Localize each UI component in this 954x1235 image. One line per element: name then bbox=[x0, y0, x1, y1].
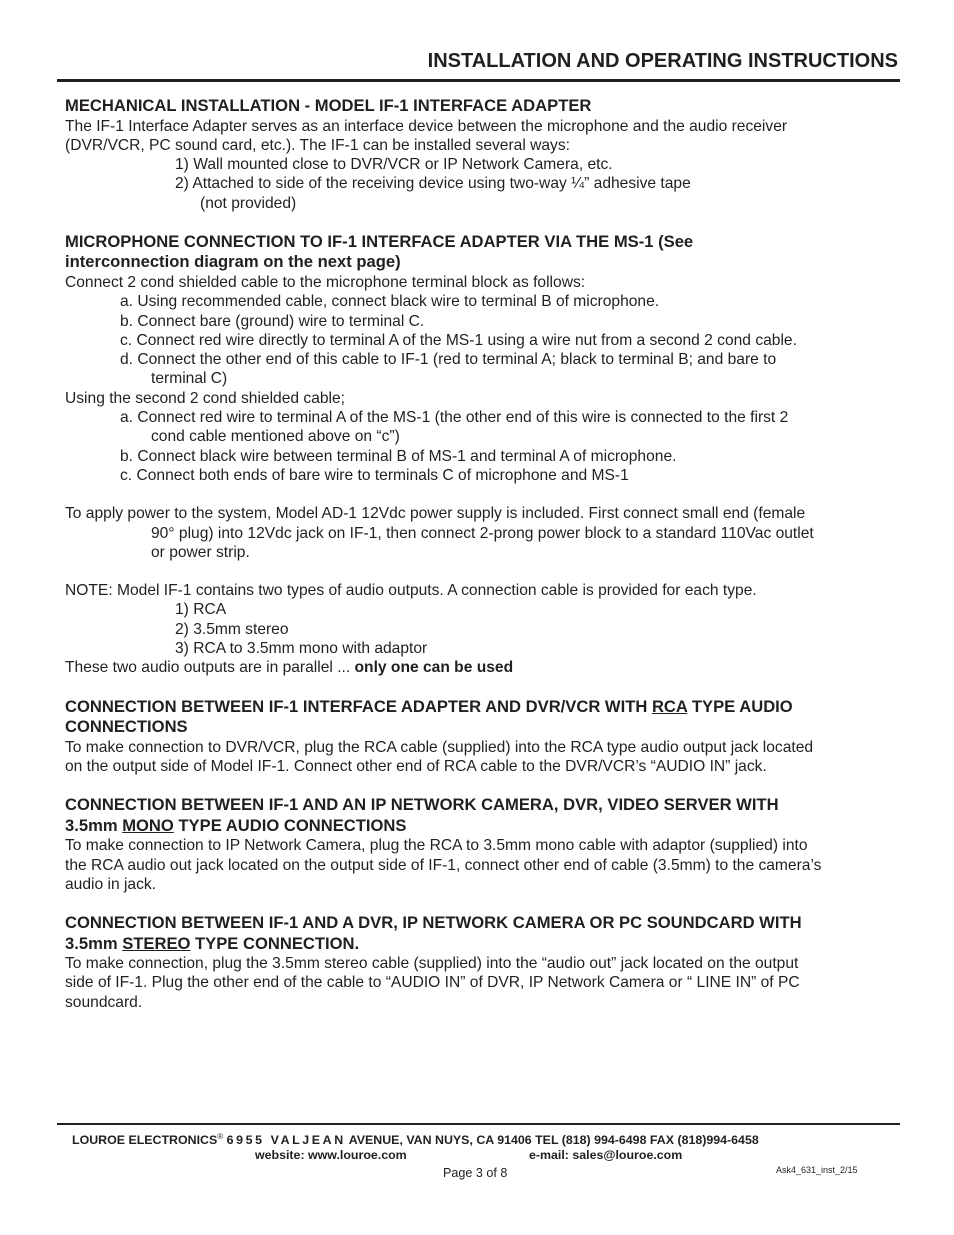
list-item-continuation: cond cable mentioned above on “c”) bbox=[151, 428, 400, 446]
section-heading-mono: CONNECTION BETWEEN IF-1 AND AN IP NETWORK CAMERA, DVR, VIDEO SERVER WITH bbox=[65, 795, 779, 815]
document-id: Ask4_631_inst_2/15 bbox=[776, 1165, 858, 1175]
document-body bbox=[65, 96, 905, 1012]
heading-text: TYPE CONNECTION. bbox=[190, 933, 360, 953]
paragraph-line: The IF-1 Interface Adapter serves as an interface device between the microphone and the audio receiver bbox=[65, 117, 788, 135]
heading-text: CONNECTION BETWEEN IF-1 INTERFACE ADAPTER AND DVR/VCR WITH bbox=[65, 696, 652, 716]
list-item: a. Connect red wire to terminal A of the MS-1 (the other end of this wire is connected to the first 2 bbox=[120, 409, 789, 427]
registered-mark: ® bbox=[217, 1132, 224, 1141]
section-heading-microphone: MICROPHONE CONNECTION TO IF-1 INTERFACE ADAPTER VIA THE MS-1 (See bbox=[65, 231, 694, 251]
heading-text: 3.5mm bbox=[65, 815, 123, 835]
note-list-item: 3) RCA to 3.5mm mono with adaptor bbox=[175, 640, 428, 658]
section-heading-stereo: CONNECTION BETWEEN IF-1 AND A DVR, IP NETWORK CAMERA OR PC SOUNDCARD WITH bbox=[65, 913, 802, 933]
list-item: c. Connect red wire directly to terminal A of the MS-1 using a wire nut from a second 2 cond cable. bbox=[120, 331, 797, 349]
list-item: c. Connect both ends of bare wire to terminals C of microphone and MS-1 bbox=[120, 466, 629, 484]
section-heading-stereo-cont bbox=[65, 934, 905, 955]
paragraph-line: To make connection to IP Network Camera, plug the RCA to 3.5mm mono cable with adaptor (supplied) into bbox=[65, 837, 808, 855]
section-heading-mono-cont bbox=[65, 816, 905, 837]
paragraph-line: on the output side of Model IF-1. Connect other end of RCA cable to the DVR/VCR’s “AUDIO IN” jack. bbox=[65, 757, 767, 775]
heading-text: TYPE AUDIO bbox=[687, 696, 793, 716]
footer-address bbox=[72, 1132, 759, 1147]
list-item: d. Connect the other end of this cable to IF-1 (red to terminal A; black to terminal B; and bare to bbox=[120, 351, 777, 369]
paragraph-line: audio in jack. bbox=[65, 875, 157, 893]
note-paragraph: NOTE: Model IF-1 contains two types of audio outputs. A connection cable is provided for each type. bbox=[65, 582, 757, 600]
section-heading-mechanical: MECHANICAL INSTALLATION - MODEL IF-1 INTERFACE ADAPTER bbox=[65, 96, 592, 115]
paragraph-line: To make connection, plug the 3.5mm stereo cable (supplied) into the “audio out” jack located on the output bbox=[65, 955, 799, 973]
heading-underlined: MONO bbox=[122, 815, 174, 835]
note-list-item: 1) RCA bbox=[175, 601, 227, 619]
header-rule bbox=[57, 79, 900, 82]
power-paragraph-cont: 90° plug) into 12Vdc jack on IF-1, then connect 2-prong power block to a standard 110Vac outlet bbox=[151, 524, 814, 542]
paragraph-line: (DVR/VCR, PC sound card, etc.). The IF-1 can be installed several ways: bbox=[65, 136, 570, 154]
paragraph-line: the RCA audio out jack located on the output side of IF-1, connect other end of cable (3.5mm) to the camera’s bbox=[65, 856, 822, 874]
paragraph-line: Using the second 2 cond shielded cable; bbox=[65, 389, 346, 407]
list-item: 1) Wall mounted close to DVR/VCR or IP Network Camera, etc. bbox=[175, 156, 613, 174]
city-phone-fax: AVENUE, VAN NUYS, CA 91406 TEL (818) 994-6498 FAX (818)994-6458 bbox=[345, 1133, 759, 1148]
street-address: 6955 VALJEAN bbox=[226, 1133, 346, 1148]
heading-text: TYPE AUDIO CONNECTIONS bbox=[173, 815, 407, 835]
paragraph-line: side of IF-1. Plug the other end of the cable to “AUDIO IN” of DVR, IP Network Camera or “ LINE IN” of PC bbox=[65, 974, 800, 992]
list-item: a. Using recommended cable, connect black wire to terminal B of microphone. bbox=[120, 293, 660, 311]
note-parallel-emphasis: only one can be used bbox=[354, 659, 514, 677]
heading-underlined: RCA bbox=[651, 696, 688, 716]
footer-email: e-mail: sales@louroe.com bbox=[529, 1148, 683, 1162]
footer-website: website: www.louroe.com bbox=[255, 1148, 407, 1162]
page-number: Page 3 of 8 bbox=[443, 1166, 508, 1180]
company-name: LOUROE ELECTRONICS bbox=[72, 1133, 218, 1148]
heading-text: 3.5mm bbox=[65, 933, 123, 953]
footer-rule bbox=[57, 1123, 900, 1125]
note-parallel-line bbox=[65, 658, 905, 677]
paragraph-line: soundcard. bbox=[65, 993, 143, 1011]
note-list-item: 2) 3.5mm stereo bbox=[175, 620, 289, 638]
power-paragraph: To apply power to the system, Model AD-1 12Vdc power supply is included. First connect small end (female bbox=[65, 505, 806, 523]
list-item: b. Connect bare (ground) wire to terminal C. bbox=[120, 312, 425, 330]
page-title: INSTALLATION AND OPERATING INSTRUCTIONS bbox=[427, 50, 898, 72]
paragraph-line: To make connection to DVR/VCR, plug the RCA cable (supplied) into the RCA type audio output jack located bbox=[65, 738, 814, 756]
heading-underlined: STEREO bbox=[122, 933, 191, 953]
list-item-continuation: (not provided) bbox=[200, 194, 297, 212]
list-item: b. Connect black wire between terminal B of MS-1 and terminal A of microphone. bbox=[120, 447, 677, 465]
section-heading-rca bbox=[65, 697, 905, 718]
section-heading-rca-cont: CONNECTIONS bbox=[65, 717, 188, 737]
power-paragraph-cont: or power strip. bbox=[151, 543, 250, 561]
paragraph-line: Connect 2 cond shielded cable to the microphone terminal block as follows: bbox=[65, 273, 586, 291]
section-heading-microphone-cont: interconnection diagram on the next page) bbox=[65, 252, 401, 272]
list-item-continuation: terminal C) bbox=[151, 370, 228, 388]
list-item: 2) Attached to side of the receiving device using two-way ¼” adhesive tape bbox=[175, 175, 691, 193]
note-parallel-text: These two audio outputs are in parallel ... bbox=[65, 659, 355, 677]
